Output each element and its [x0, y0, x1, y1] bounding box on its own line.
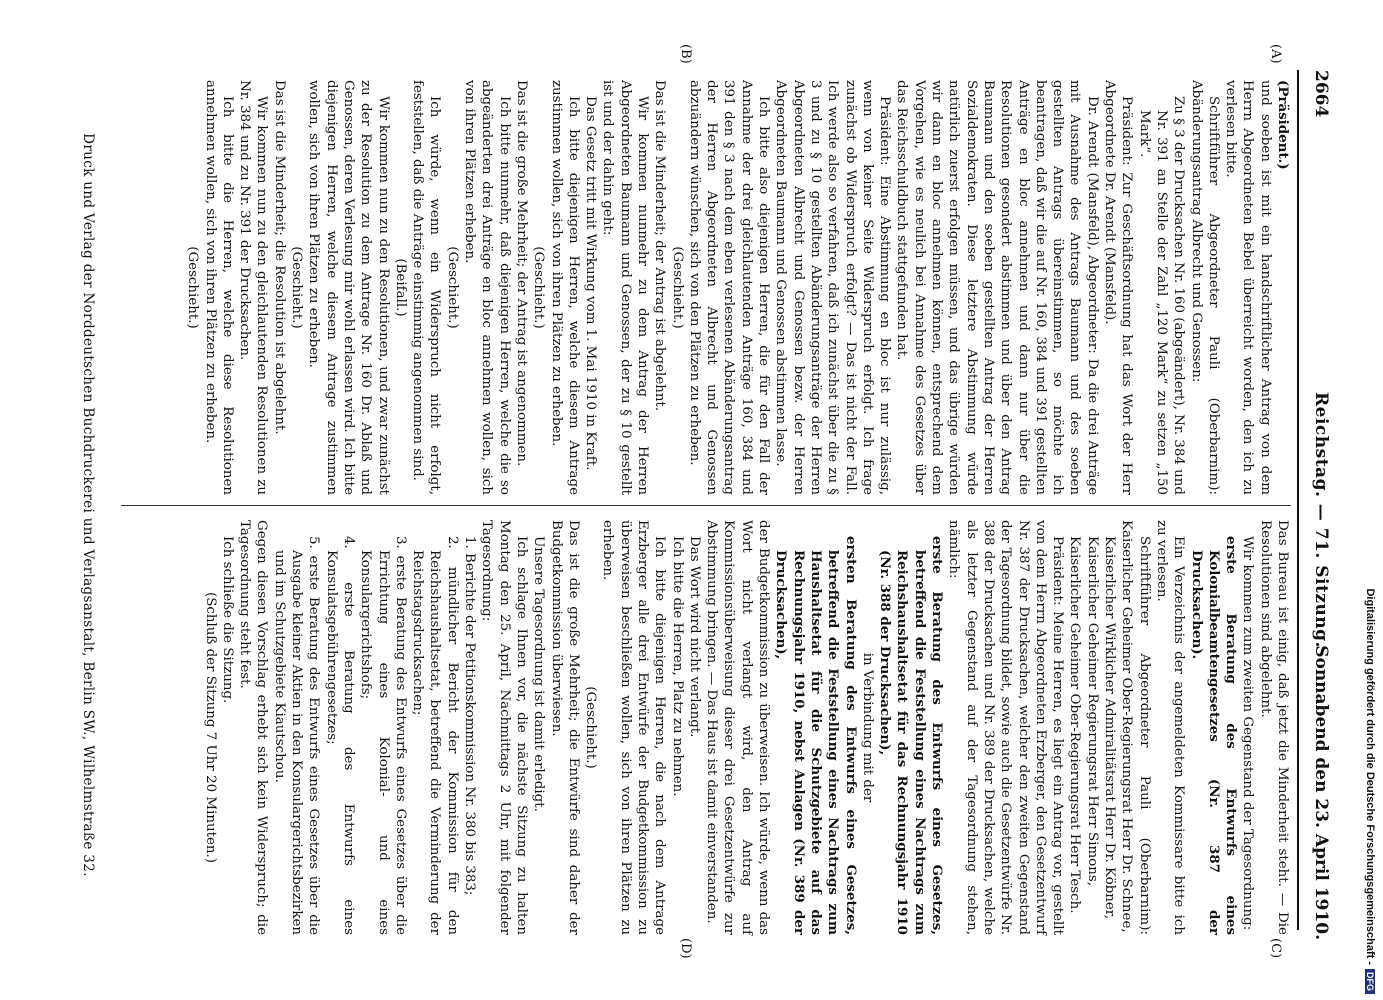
- paragraph: Das ist die Minderheit; die Resolution ist abgelehnt.: [271, 80, 287, 435]
- paragraph: 3. erste Beratung des Entwurfs eines Gesetzes über die Errichtung eines Kolonial- und eines Konsulargerichtshofs;: [358, 536, 408, 935]
- paragraph: (Geschieht.): [289, 246, 305, 329]
- paragraph: Kaiserlicher Geheimer Ober-Regierungsrat Herr Tesch.: [1067, 536, 1083, 914]
- paragraph: der Budgetkommission zu überweisen. Ich würde, wenn das Wort nicht verlangt wird, den Antrag auf Kommissionsüberweisung dieser drei Gesetzentwürfe zur Abstimmung bringen. — Das Haus ist damit einverstanden.: [704, 520, 772, 935]
- paragraph: Das ist die große Mehrheit; der Antrag ist angenommen.: [513, 80, 529, 467]
- paragraph: Ein Verzeichnis der angemeldeten Kommissare bitte ich zu verlesen.: [1153, 520, 1187, 935]
- right-column: [201, 520, 1291, 935]
- session-date: Sonnabend den 23. April 1910.: [1311, 645, 1331, 940]
- digitization-note: [1358, 14, 1378, 994]
- margin-marker-d: (D): [678, 938, 693, 959]
- paragraph: 5. erste Beratung des Entwurfs eines Gesetzes über die Ausgabe kleiner Aktien in den Konsulargerichtsbezirken und im Schutzgebiete Kiautschou.: [271, 536, 322, 935]
- paragraph: ersten Beratung des Entwurfs eines Gesetzes, betreffend die Feststellung eines Nachtrags zum Haushaltsetat für die Schutzgebiete auf das Rechnungsjahr 1910, nebst Anlagen (Nr. 389 der Drucksachen),: [773, 536, 859, 935]
- column-divider: [121, 505, 1291, 506]
- paragraph: (Geschieht.): [583, 686, 599, 769]
- paragraph: Das Bureau ist einig, daß jetzt die Minderheit steht. — Die Resolutionen sind abgelehnt.: [1257, 520, 1290, 935]
- paragraph: Präsident: Eine Abstimmung en bloc ist nur zulässig, wenn von keiner Seite Widerspruch erfolgt. Ich frage zunächst ob Widerspruch erfolgt? — Das ist nicht der Fall. Ich werde also so verfahren, daß ich zunächst über die zu § 3 und zu § 10 gestellten Abänderungsanträge der Herren Abgeordneten Albrecht und Genossen bezw. der Herren Abgeordneten Baumann und Genossen abstimmen lasse.: [773, 80, 893, 495]
- paragraph: (Geschieht.): [185, 246, 201, 329]
- paragraph: Das ist die große Mehrheit; die Entwürfe sind daher der Budgetkommission überwiesen.: [548, 520, 581, 935]
- margin-marker-a: (A): [1268, 44, 1283, 64]
- page-number: 2664: [1311, 70, 1331, 118]
- paragraph: Unsere Tagesordnung ist damit erledigt.: [531, 536, 547, 812]
- paragraph: Ich schlage Ihnen vor, die nächste Sitzung zu halten Montag den 25. April, Nachmittags 2 Uhr, mit folgender Tagesordnung:: [479, 520, 529, 935]
- paragraph: Zu § 3 der Drucksachen Nr. 160 (abgeändert), Nr. 384 und Nr. 391 an Stelle der Zahl „120 Mark“ zu setzen „150 Mark“.: [1136, 96, 1187, 495]
- paragraph: Ich bitte diejenigen Herren, die nach dem Antrage Erzberger alle drei Entwürfe der Budgetkommission zu überweisen beschließen wollen, sich von ihren Plätzen zu erheben.: [600, 520, 668, 935]
- paragraph: in Verbindung mit der: [859, 652, 875, 803]
- left-column: [184, 80, 1291, 495]
- paragraph: Das Gesetz tritt mit Wirkung vom 1. Mai 1910 in Kraft.: [583, 96, 599, 471]
- paragraph: Das Wort wird nicht verlangt.: [686, 536, 702, 738]
- paragraph: Kaiserlicher Wirklicher Admiralitätsrat Herr Dr. Köbner,: [1102, 536, 1118, 919]
- paragraph: Ich bitte also diejenigen Herren, die für den Fall der Annahme der drei gleichlautenden Anträge 160, 384 und 391 den § 3 nach dem eben verlesenen Abänderungsantrag der Herren Abgeordneten Albrecht und Genossen abzuändern wünschen, sich von den Plätzen zu erheben.: [686, 80, 772, 495]
- margin-marker-c: (C): [1268, 938, 1283, 959]
- paragraph: Ich bitte nunmehr, daß diejenigen Herren, welche die so abgeänderten drei Anträge en bloc annehmen wollen, sich von ihren Plätzen erheben.: [462, 80, 512, 495]
- paragraph: Wir kommen nun zu den Resolutionen, und zwar zunächst zu der Resolution zu dem Antrage Nr. 160 Dr. Ablaß und Genossen, deren Verlesung mir wohl erlassen wird. Ich bitte diejenigen Herren, welche diesem Antrage zustimmen wollen, sich von ihren Plätzen zu erheben.: [306, 80, 391, 495]
- paragraph: Ich bitte diejenigen Herren, welche diesem Antrage zustimmen wollen, sich von ihren Plätzen zu erheben.: [548, 80, 581, 495]
- paragraph: Schriftführer Abgeordneter Pauli (Oberbarnim): Abänderungsantrag Albrecht und Genossen:: [1188, 80, 1221, 495]
- page-header: [1301, 70, 1331, 970]
- paragraph: 2. mündlicher Bericht der Kommission für den Reichshaushaltsetat, betreffend die Verminderung der Reichstagsdrucksachen;: [410, 536, 460, 935]
- paragraph: Das ist die Minderheit; der Antrag ist abgelehnt.: [652, 80, 668, 412]
- digitization-note-text: Digitalisierung gefördert durch die Deutsche Forschungsgemeinschaft -: [1364, 588, 1376, 965]
- paragraph: (Beifall.): [392, 258, 408, 317]
- paragraph: (Geschieht.): [531, 246, 547, 329]
- paragraph: Ich schließe die Sitzung.: [219, 536, 235, 704]
- paragraph: 1. Berichte der Petitionskommission Nr. 380 bis 383;: [462, 536, 478, 896]
- paragraph: Präsident: Meine Herren, es liegt ein Antrag vor, gestellt von dem Herrn Abgeordneten Erzberger, den Gesetzentwurf Nr. 387 der Drucksachen, welcher den zweiten Gegenstand der Tagesordnung bildet, sowie auch die Gesetzentwürfe Nr. 388 der Drucksachen und Nr. 389 der Drucksachen, welche als letzter Gegenstand auf der Tagesordnung stehen, nämlich:: [946, 520, 1066, 935]
- paragraph: Ich würde, wenn ein Widerspruch nicht erfolgt, feststellen, daß die Anträge einstimmig angenommen sind.: [410, 80, 443, 495]
- paragraph: erste Beratung des Entwurfs eines Gesetzes, betreffend die Feststellung eines Nachtrags zum Reichshaushaltsetat für das Rechnungsjahr 1910 (Nr. 388 der Drucksachen),: [877, 536, 946, 935]
- paragraph: Wir kommen nun zu den gleichlautenden Resolutionen zu Nr. 384 und zu Nr. 391 der Drucksachen.: [237, 80, 270, 495]
- paragraph: (Geschieht.): [669, 246, 685, 329]
- paragraph: (Schluß der Sitzung 7 Uhr 20 Minuten.): [202, 591, 218, 864]
- printer-footer: Druck und Verlag der Norddeutschen Buchdruckerei und Verlagsanstalt, Berlin SW., Wilhelmstraße 32.: [80, 133, 96, 877]
- paragraph: Wir kommen nunmehr zu dem Antrag der Herren Abgeordneten Baumann und Genossen, der zu § 10 gestellt ist und der dahin geht:: [600, 80, 651, 495]
- paragraph: Gegen diesen Vorschlag erhebt sich kein Widerspruch; die Tagesordnung steht fest.: [237, 520, 270, 935]
- header-rule: [1297, 70, 1299, 930]
- paragraph: und soeben ist mit ein handschriftlicher Antrag von dem Herrn Abgeordneten Bebel überreicht worden, den ich zu verlesen bitte.: [1223, 80, 1273, 495]
- paragraph: erste Beratung des Entwurfs eines Kolonialbeamtengesetzes (Nr. 387 der Drucksachen).: [1188, 536, 1240, 935]
- paragraph: Dr. Arendt (Mansfeld), Abgeordneter: Da die drei Anträge mit Ausnahme des Antrags Baumann und des soeben gestellten Antrags übereinstimmen, so möchte ich beantragen, daß wir die auf Nr. 160, 384 und 391 gestellten Anträge en bloc annehmen und dann nur über die Resolutionen gesondert abstimmen und über den Antrag Baumann und den soeben gestellten Antrag der Herren Sozialdemokraten. Diese letztere Abstimmung würde natürlich zuerst erfolgen müssen, und das übrige würden wir dann en bloc annehmen können, entsprechend dem Vorgehen, wie es neulich bei Annahme des Gesetzes über das Reichsschuldbuch stattgefunden hat.: [894, 80, 1100, 495]
- paragraph: Präsident: Zur Geschäftsordnung hat das Wort der Herr Abgeordnete Dr. Arendt (Mansfeld).: [1102, 80, 1135, 495]
- paragraph: 4. erste Beratung des Entwurfs eines Konsulatsgebührengesetzes;: [323, 536, 356, 935]
- paragraph: Kaiserlicher Geheimer Regierungsrat Herr Simons,: [1084, 536, 1100, 887]
- paragraph: (Geschieht.): [444, 246, 460, 329]
- paragraph: (Präsident.): [1275, 80, 1291, 170]
- paragraph: Wir kommen zum zweiten Gegenstand der Tagesordnung:: [1240, 536, 1256, 931]
- paragraph: Schriftführer Abgeordneter Pauli (Oberbarnim): Kaiserlicher Geheimer Ober-Regierungsrat Herr Dr. Schnee,: [1119, 520, 1152, 935]
- paragraph: Ich bitte die Herren, Platz zu nehmen.: [669, 536, 685, 797]
- paragraph: Ich bitte die Herren, welche diese Resolutionen annehmen wollen, sich von ihren Plätzen zu erheben.: [202, 80, 235, 495]
- margin-marker-b: (B): [678, 44, 693, 64]
- dfg-logo: DFG: [1365, 969, 1375, 994]
- page-title: Reichstag. — 71. Sitzung.: [1311, 392, 1331, 648]
